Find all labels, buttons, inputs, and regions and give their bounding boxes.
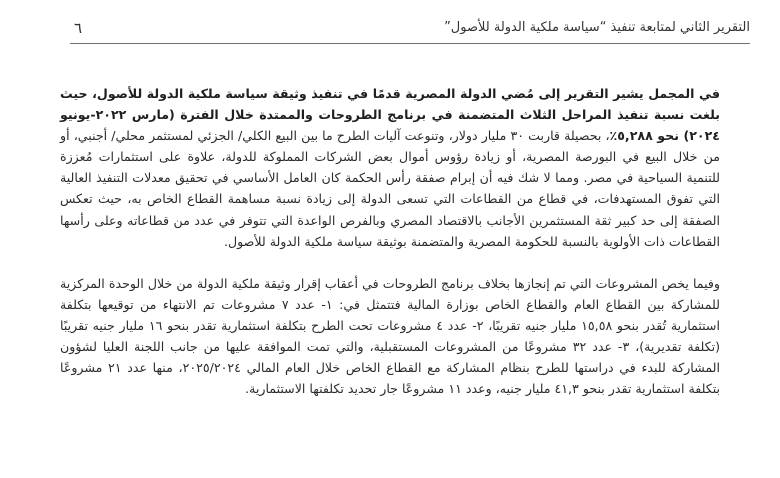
paragraph-summary-rest: ، بحصيلة قاربت ٣٠ مليار دولار، وتنوعت آليات الطرح ما بين البيع الكلي/ الجزئي لمستثمر محلي/ أجنبي، أو من خلال البيع في البورصة المصرية، أو زيادة رؤوس أموال بعض الشركات المملوكة للدولة، علاوة على استثمارات مُعززة للتنمية السياحية في مصر. ومما لا شك فيه أن إبرام صفقة رأس الحكمة كان العامل الأساسي في تحقيق معدلات التنفيذ العالية التي تفوق المستهدفات، في قطاع من القطاعات التي تسعى الدولة إلى زيادة نسبة مساهمة القطاع الخاص به، حيث تعكس الصفقة إلى حد كبير ثقة المستثمرين الأجانب بالاقتصاد المصري وبالفرص الواعدة التي تتوفر في عدد من قطاعاته وعلى رأسها القطاعات ذات الأولوية بالنسبة للحكومة المصرية والمتضمنة بوثيقة سياسة ملكية الدولة للأصول. (60, 128, 720, 249)
page-header (70, 14, 750, 44)
paragraph-projects: وفيما يخص المشروعات التي تم إنجازها بخلاف برنامج الطروحات في أعقاب إقرار وثيقة ملكية الدولة من خلال الوحدة المركزية للمشاركة بين القطاع العام والقطاع الخاص بوزارة المالية فتتمثل في: ١- عدد ٧ مشروعات تم الانتهاء من توقيعها بتكلفة استثمارية تُقدر بنحو ١٥,٥٨ مليار جنيه تقريبًا، ٢- عدد ٤ مشروعات تحت الطرح بتكلفة استثمارية تقدر بنحو ١٦ مليار جنيه تقريبًا (تكلفة تقديرية)، ٣- عدد ٣٢ مشروعًا من المشروعات المستقبلية، والتي تمت الموافقة عليها من جانب اللجنة العليا لشؤون المشاركة للبدء في دراستها للطرح بنظام المشاركة مع القطاع الخاص خلال العام المالي ٢٠٢٥/٢٠٢٤، منها عدد ٢١ مشروعًا بتكلفة استثمارية تقدر بنحو ٤١,٣ مليار جنيه، وعدد ١١ مشروعًا جار تحديد تكلفتها الاستثمارية. (60, 275, 721, 397)
body-text (60, 83, 720, 399)
header-title: التقرير الثاني لمتابعة تنفيذ “سياسة ملكية الدولة للأصول” (444, 20, 750, 35)
paragraph-summary (60, 83, 720, 252)
page-number: ٦ (74, 18, 83, 37)
paragraph-summary-bold-intro: في المجمل يشير التقرير إلى مُضي الدولة المصرية قدمًا في تنفيذ وثيقة سياسة ملكية الدولة للأصول، حيث بلغت نسبة تنفيذ المراحل الثلاث المتضمنة في برنامج الطروحات والممتدة خلال الفترة (مارس ٢٠٢٢-يونيو ٢٠٢٤) نحو ٥,٢٨٨٪ (60, 86, 720, 144)
